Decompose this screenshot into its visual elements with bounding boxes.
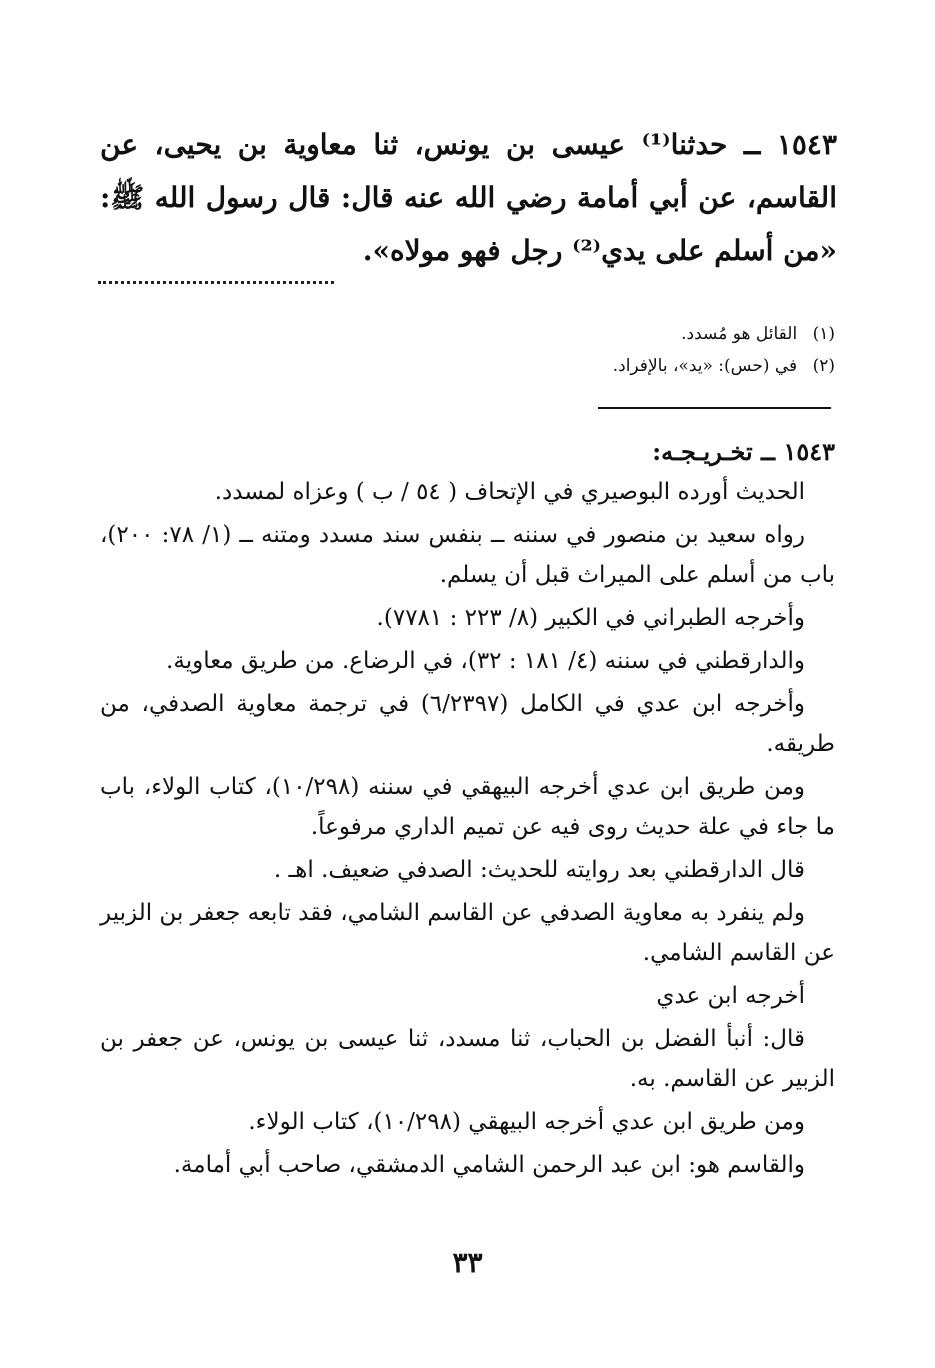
footnote-text: القائل هو مُسدد. xyxy=(681,324,798,344)
footnote-2 xyxy=(100,350,835,382)
footnote-text: في (حس): «يد»، بالإفراد. xyxy=(612,356,798,376)
takhrij-paragraph: وأخرجه الطبراني في الكبير (٨/ ٢٢٣ : ٧٧٨١). xyxy=(376,605,805,631)
takhrij-paragraph: قال: أنبأ الفضل بن الحباب، ثنا مسدد، ثنا عيسى بن يونس، عن جعفر بن الزبير عن القاسم. به. xyxy=(100,1026,835,1092)
takhrij-paragraph: أخرجه ابن عدي xyxy=(656,983,805,1009)
takhrij-paragraph: وأخرجه ابن عدي في الكامل (٦/٢٣٩٧) في ترجمة معاوية الصدفي، من طريقه. xyxy=(100,691,835,757)
takhrij-heading: ١٥٤٣ ــ تخـريـجـه: xyxy=(652,437,835,466)
takhrij-paragraph: ومن طريق ابن عدي أخرجه البيهقي (١٠/٢٩٨)، كتاب الولاء. xyxy=(248,1109,805,1135)
footnote-number: (٢) xyxy=(812,356,835,376)
takhrij-paragraph: ولم ينفرد به معاوية الصدفي عن القاسم الشامي، فقد تابعه جعفر بن الزبير عن القاسم الشامي. xyxy=(100,900,835,966)
footnote-1 xyxy=(100,318,835,350)
takhrij-paragraph: قال الدارقطني بعد روايته للحديث: الصدفي ضعيف. اهـ . xyxy=(273,857,805,883)
hadith-text xyxy=(100,118,837,277)
takhrij-paragraph: الحديث أورده البوصيري في الإتحاف ( ٥٤ / ب ) وعزاه لمسدد. xyxy=(214,479,805,505)
dotted-separator xyxy=(98,281,334,284)
page-number: ٣٣ xyxy=(452,1246,483,1279)
takhrij-section xyxy=(100,432,835,1188)
takhrij-paragraph: والدارقطني في سننه (٤/ ١٨١ : ٣٢)، في الرضاع. من طريق معاوية. xyxy=(166,648,805,674)
section-divider xyxy=(598,407,831,409)
takhrij-paragraph: ومن طريق ابن عدي أخرجه البيهقي في سننه (١٠/٢٩٨)، كتاب الولاء، باب ما جاء في علة حديث روى فيه عن تميم الداري مرفوعاً. xyxy=(100,774,835,840)
footnotes xyxy=(100,318,835,382)
takhrij-paragraph: رواه سعيد بن منصور في سننه ــ بنفس سند مسدد ومتنه ــ (١/ ٧٨: ٢٠٠)، باب من أسلم على الميراث قبل أن يسلم. xyxy=(100,522,835,588)
takhrij-paragraph: والقاسم هو: ابن عبد الرحمن الشامي الدمشقي، صاحب أبي أمامة. xyxy=(173,1152,805,1178)
footnote-number: (١) xyxy=(812,324,835,344)
hadith-body: ١٥٤٣ ــ حدثنا⁽¹⁾ عيسى بن يونس، ثنا معاوية بن يحيى، عن القاسم، عن أبي أمامة رضي الله عنه قال: قال رسول الله ﷺ: «من أسلم على يدي⁽²⁾ رجل فهو مولاه». xyxy=(100,128,837,267)
